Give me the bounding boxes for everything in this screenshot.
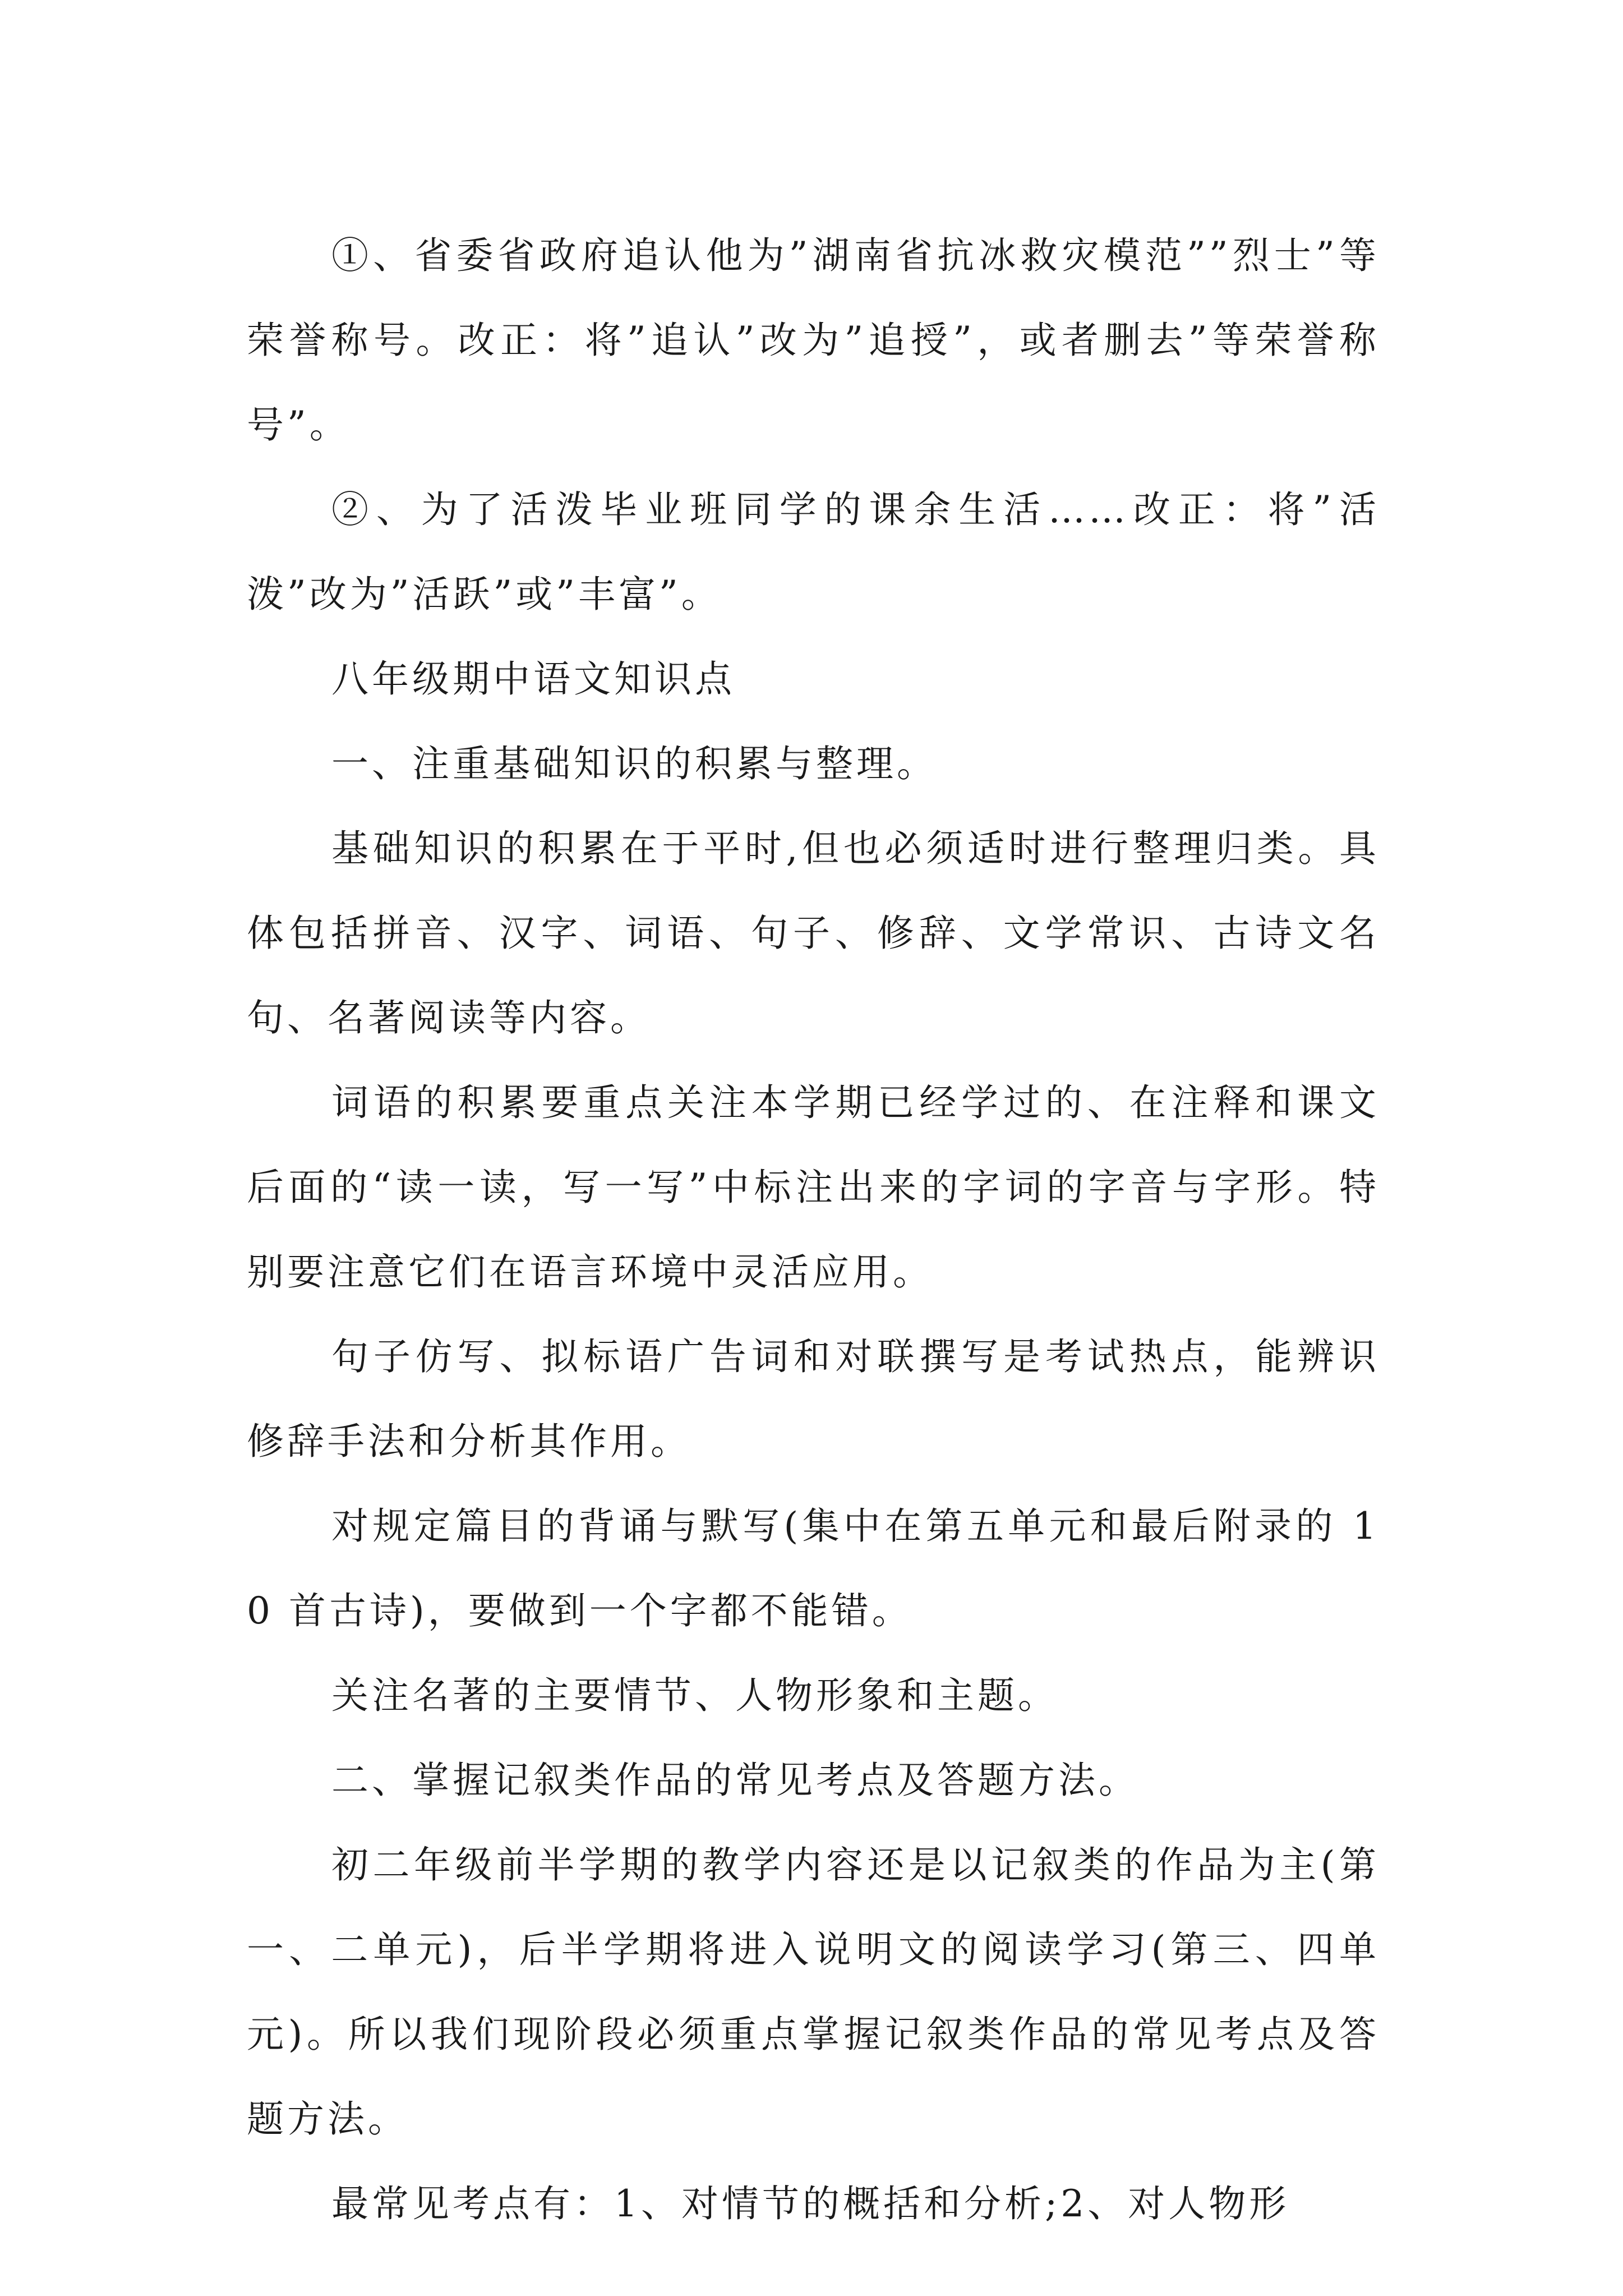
section-title: 八年级期中语文知识点 xyxy=(331,657,735,701)
paragraph-basics: 基础知识的积累在于平时,但也必须适时进行整理归类。具体包括拼音、汉字、词语、句子、修辞、文学常识、古诗文名句、名著阅读等内容。 xyxy=(247,827,1380,1039)
paragraph-sentences: 句子仿写、拟标语广告词和对联撰写是考试热点，能辨识修辞手法和分析其作用。 xyxy=(247,1335,1380,1463)
paragraph-exam-points: 最常见考点有：1、对情节的概括和分析;2、对人物形 xyxy=(331,2182,1290,2225)
paragraph-classics: 关注名著的主要情节、人物形象和主题。 xyxy=(331,1674,1058,1717)
heading-part-1: 一、注重基础知识的积累与整理。 xyxy=(331,742,937,785)
paragraph-correction-2: ②、为了活泼毕业班同学的课余生活……改正：将”活泼”改为”活跃”或”丰富”。 xyxy=(247,488,1380,616)
paragraph-vocabulary: 词语的积累要重点关注本学期已经学过的、在注释和课文后面的“读一读，写一写”中标注出来的字词的字音与字形。特别要注意它们在语言环境中灵活应用。 xyxy=(247,1081,1380,1294)
paragraph-correction-1: ①、省委省政府追认他为”湖南省抗冰救灾模范””烈士”等荣誉称号。改正：将”追认”改为”追授”，或者删去”等荣誉称号”。 xyxy=(247,234,1380,447)
heading-part-2: 二、掌握记叙类作品的常见考点及答题方法。 xyxy=(331,1759,1139,1802)
paragraph-recitation: 对规定篇目的背诵与默写(集中在第五单元和最后附录的 10 首古诗)，要做到一个字都不能错。 xyxy=(247,1504,1380,1632)
document-body xyxy=(247,213,1380,2246)
paragraph-narrative: 初二年级前半学期的教学内容还是以记叙类的作品为主(第一、二单元)，后半学期将进入说明文的阅读学习(第三、四单元)。所以我们现阶段必须重点掌握记叙类作品的常见考点及答题方法。 xyxy=(247,1843,1380,2141)
